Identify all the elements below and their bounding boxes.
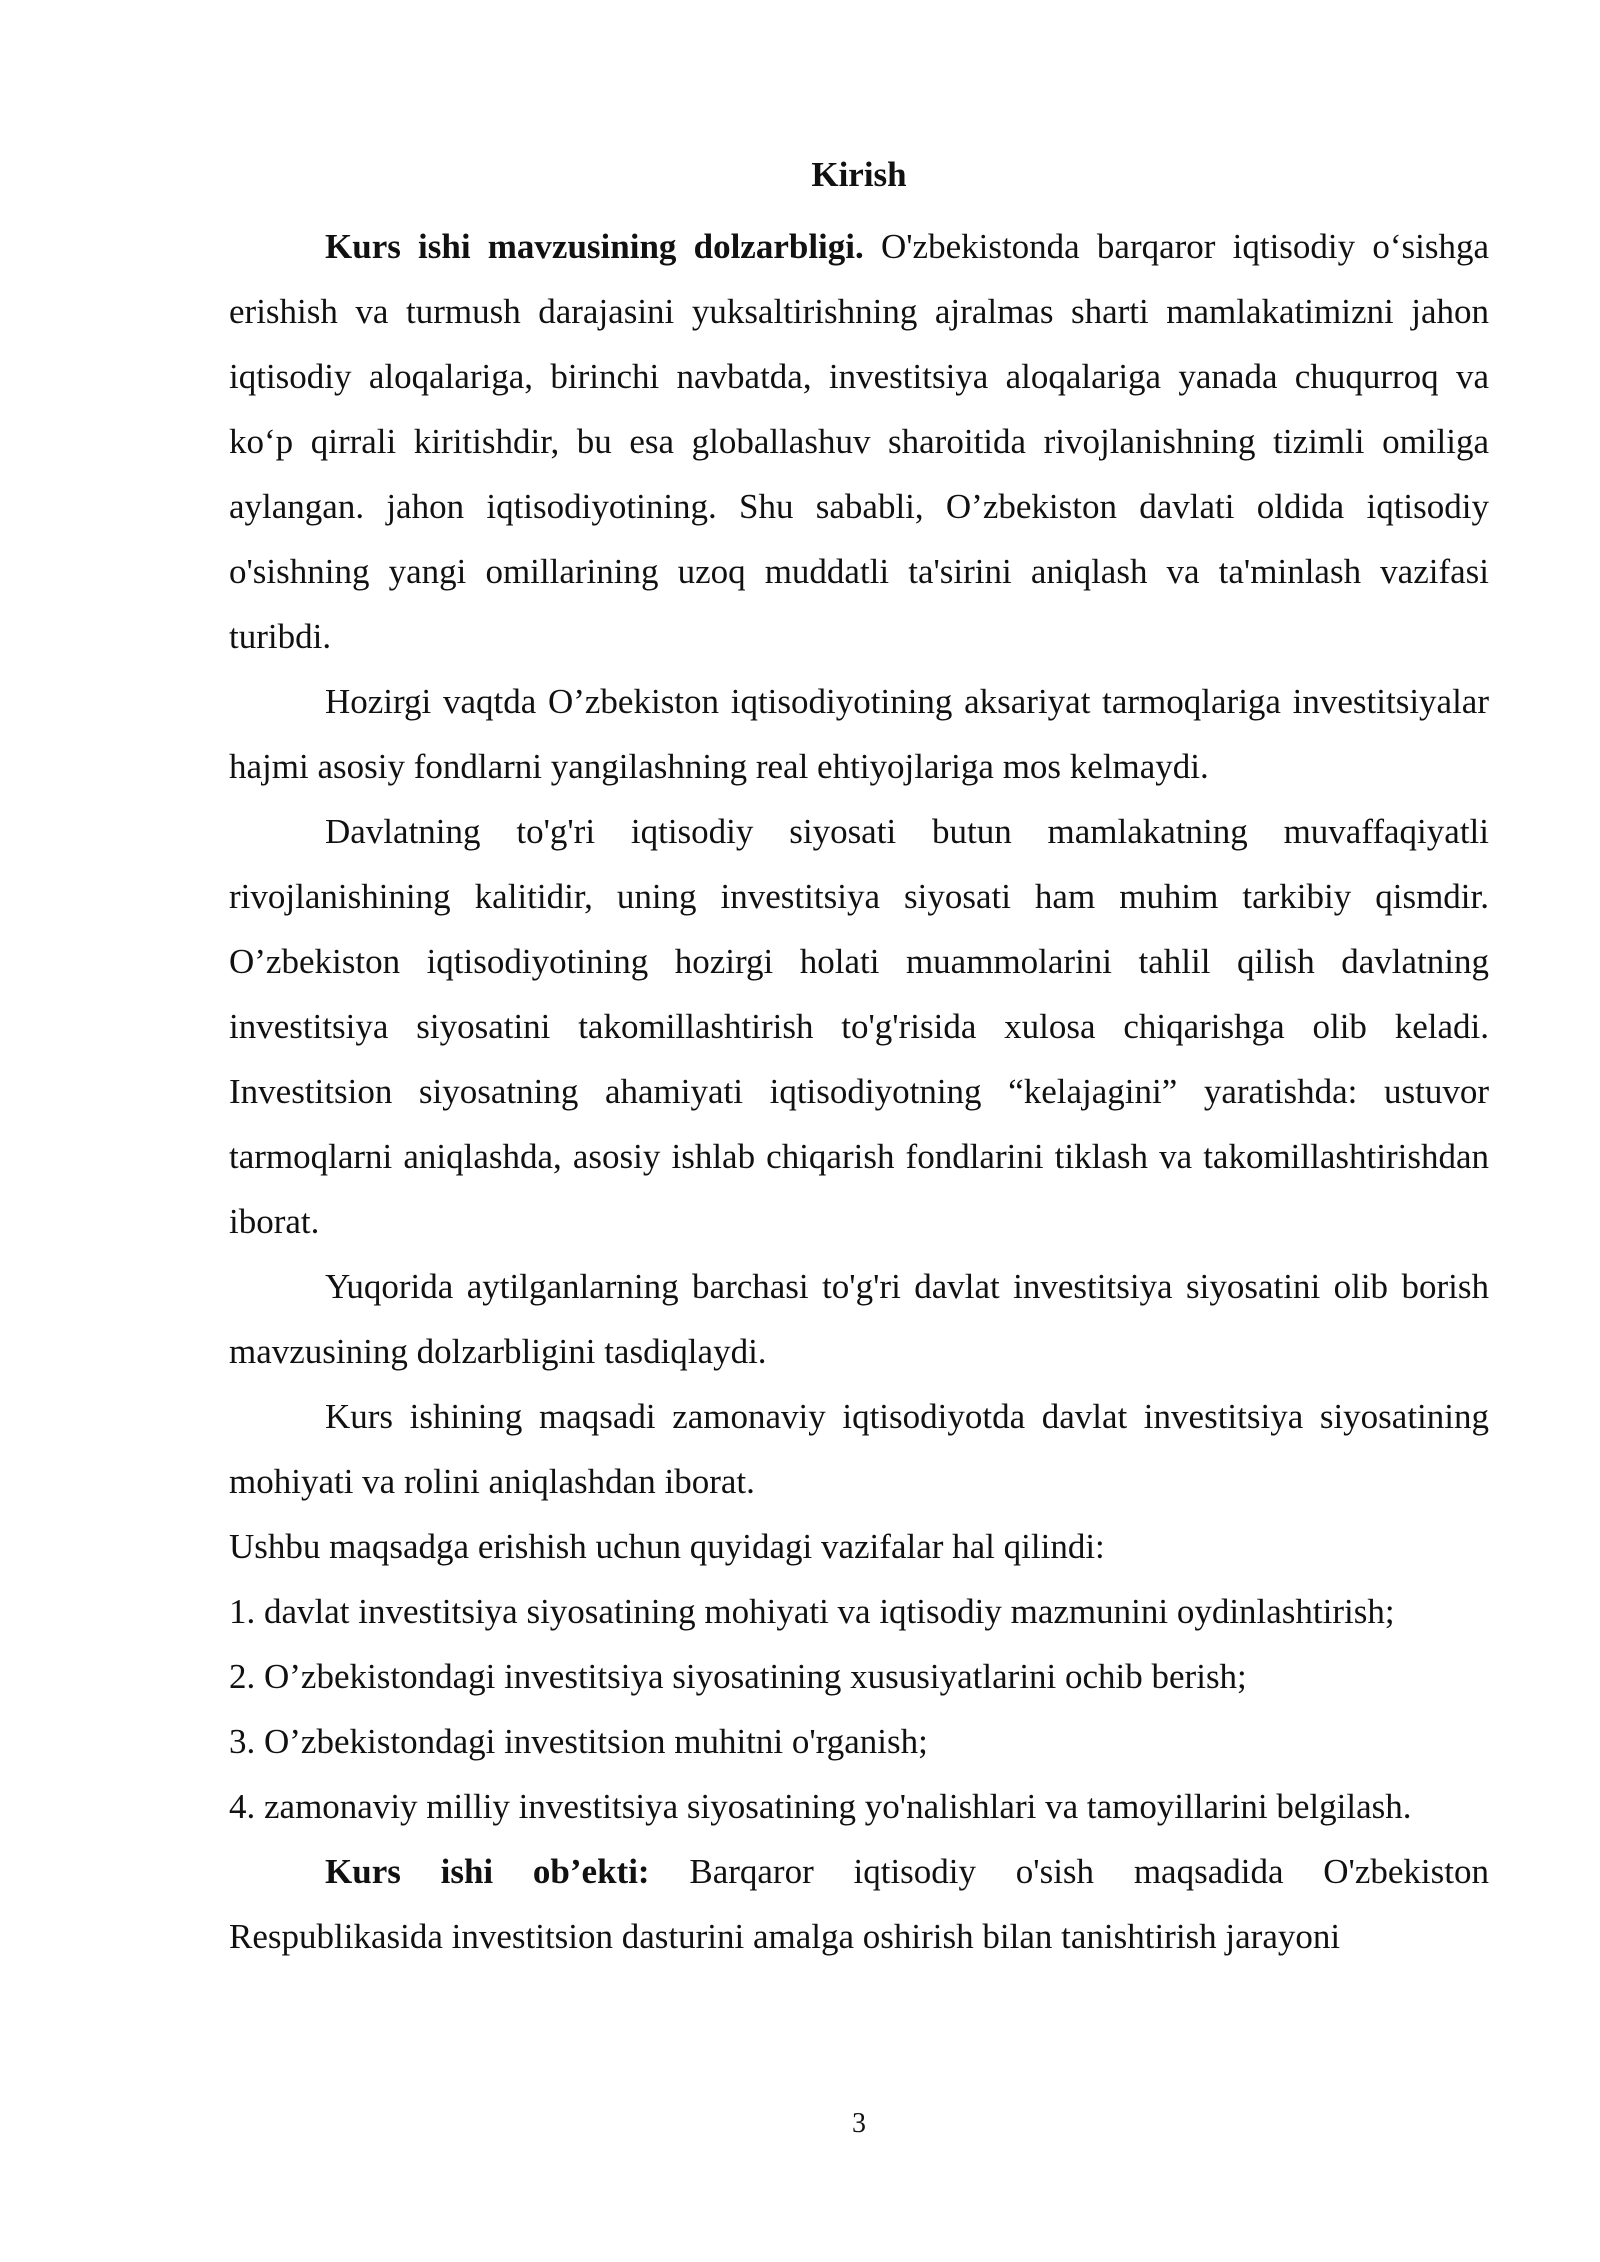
object-heading: Kurs ishi ob’ekti: — [325, 1852, 650, 1891]
page-number: 3 — [852, 2108, 866, 2139]
paragraph-object — [229, 1839, 1489, 1969]
paragraph-goal: Kurs ishining maqsadi zamonaviy iqtisodiyotda davlat investitsiya siyosatining mohiyati va rolini aniqlashdan iborat. — [229, 1397, 1489, 1501]
page-title: Kirish — [811, 155, 907, 194]
object-text: Barqaror iqtisodiy o'sish maqsadida O'zbekiston Respublikasida investitsion dasturini amalga oshirish bilan tanishtirish jarayoni — [229, 1852, 1489, 1956]
task-item: 1. davlat investitsiya siyosatining mohiyati va iqtisodiy mazmunini oydinlashtirish; — [229, 1592, 1395, 1631]
paragraph-investment-volume: Hozirgi vaqtda O’zbekiston iqtisodiyotining aksariyat tarmoqlariga investitsiyalar hajmi asosiy fondlarni yangilashning real ehtiyojlariga mos kelmaydi. — [229, 682, 1489, 786]
document-page — [229, 150, 1489, 1969]
task-item: 3. O’zbekistondagi investitsion muhitni o'rganish; — [229, 1722, 928, 1761]
task-item: 4. zamonaviy milliy investitsiya siyosatining yo'nalishlari va tamoyillarini belgilash. — [229, 1787, 1412, 1826]
paragraph-confirmation: Yuqorida aytilganlarning barchasi to'g'ri davlat investitsiya siyosatini olib borish mavzusining dolzarbligini tasdiqlaydi. — [229, 1267, 1489, 1371]
paragraph-tasks-intro: Ushbu maqsadga erishish uchun quyidagi vazifalar hal qilindi: — [229, 1527, 1105, 1566]
task-item: 2. O’zbekistondagi investitsiya siyosatining xususiyatlarini ochib berish; — [229, 1657, 1247, 1696]
relevance-heading: Kurs ishi mavzusining dolzarbligi. — [325, 227, 864, 266]
paragraph-economic-policy: Davlatning to'g'ri iqtisodiy siyosati butun mamlakatning muvaffaqiyatli rivojlanishining kalitidir, uning investitsiya siyosati ham muhim tarkibiy qismdir. O’zbekiston iqtisodiyotining hozirgi holati muammolarini tahlil qilish davlatning investitsiya siyosatini takomillashtirish to'g'risida xulosa chiqarishga olib keladi. Investitsion siyosatning ahamiyati iqtisodiyotning “kelajagini” yaratishda: ustuvor tarmoqlarni aniqlashda, asosiy ishlab chiqarish fondlarini tiklash va takomillashtirishdan iborat. — [229, 812, 1489, 1241]
relevance-text: O'zbekistonda barqaror iqtisodiy o‘sishga erishish va turmush darajasini yuksaltirishning ajralmas sharti mamlakatimizni jahon iqtisodiy aloqalariga, birinchi navbatda, investitsiya aloqalariga yanada chuqurroq va ko‘p qirrali kiritishdir, bu esa globallashuv sharoitida rivojlanishning tizimli omiliga aylangan. jahon iqtisodiyotining. Shu sababli, O’zbekiston davlati oldida iqtisodiy o'sishning yangi omillarining uzoq muddatli ta'sirini aniqlash va ta'minlash vazifasi turibdi. — [229, 227, 1489, 656]
paragraph-relevance — [229, 214, 1489, 669]
